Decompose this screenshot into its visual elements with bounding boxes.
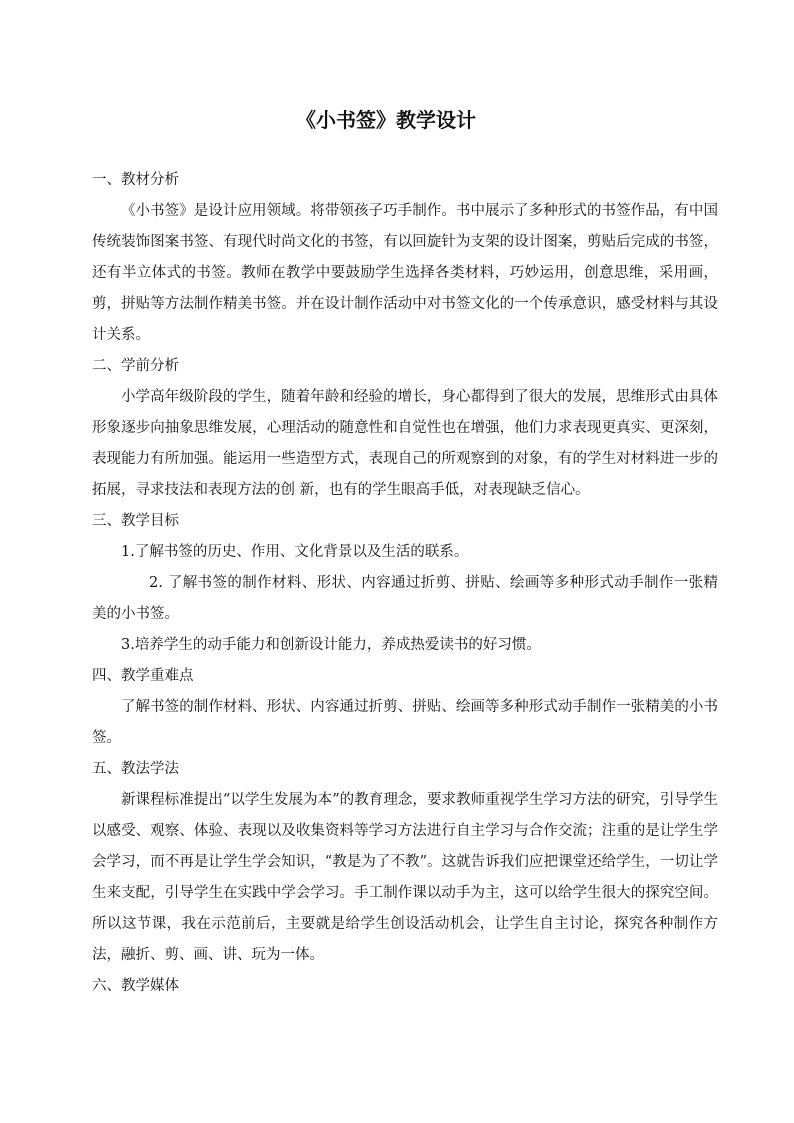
goal-item-2: 2. 了解书签的制作材料、形状、内容通过折剪、拼贴、绘画等多种形式动手制作一张精美的小书签。	[92, 575, 718, 622]
goal-item-1: 1.了解书签的历史、作用、文化背景以及生活的联系。	[121, 544, 469, 560]
section-heading-teaching-goals: 三、教学目标	[92, 513, 179, 529]
section-paragraph-textbook-analysis: 《小书签》是设计应用领域。将带领孩子巧手制作。书中展示了多种形式的书签作品，有中国传统装饰图案书签、有现代时尚文化的书签，有以回旋针为支架的设计图案，剪贴后完成的书签，还有半立体式的书签。教师在教学中要鼓励学生选择各类材料，巧妙运用，创意思维，采用画，剪，拼贴等方法制作精美书签。并在设计制作活动中对书签文化的一个传承意识，感受材料与其设计关系。	[92, 203, 718, 343]
section-heading-teaching-media: 六、教学媒体	[92, 978, 179, 994]
section-heading-learner-analysis: 二、学前分析	[92, 358, 179, 374]
section-heading-textbook-analysis: 一、教材分析	[92, 172, 179, 188]
section-paragraph-key-difficulties: 了解书签的制作材料、形状、内容通过折剪、拼贴、绘画等多种形式动手制作一张精美的小书签。	[92, 699, 718, 746]
section-paragraph-learner-analysis: 小学高年级阶段的学生，随着年龄和经验的增长，身心都得到了很大的发展，思维形式由具体形象逐步向抽象思维发展，心理活动的随意性和自觉性也在增强，他们力求表现更真实、更深刻，表现能力有所加强。能运用一些造型方式，表现自己的所观察到的对象，有的学生对材料进一步的拓展，寻求技法和表现方法的创 新，也有的学生眼高手低，对表现缺乏信心。	[92, 389, 718, 498]
section-paragraph-teaching-methods: 新课程标准提出“以学生发展为本”的教育理念，要求教师重视学生学习方法的研究，引导学生以感受、观察、体验、表现以及收集资料等学习方法进行自主学习与合作交流；注重的是让学生学会学习，而不再是让学生学会知识，“教是为了不教”。这就告诉我们应把课堂还给学生，一切让学生来支配，引导学生在实践中学会学习。手工制作课以动手为主，这可以给学生很大的探究空间。所以这节课，我在示范前后，主要就是给学生创设活动机会，让学生自主讨论，探究各种制作方法，融折、剪、画、讲、玩为一体。	[92, 792, 718, 963]
section-heading-key-difficulties: 四、教学重难点	[92, 668, 194, 684]
document-body	[92, 165, 718, 1002]
section-heading-teaching-methods: 五、教法学法	[92, 761, 179, 777]
document-title: 《小书签》教学设计	[296, 108, 476, 132]
goal-item-3: 3.培养学生的动手能力和创新设计能力，养成热爱读书的好习惯。	[121, 637, 541, 653]
